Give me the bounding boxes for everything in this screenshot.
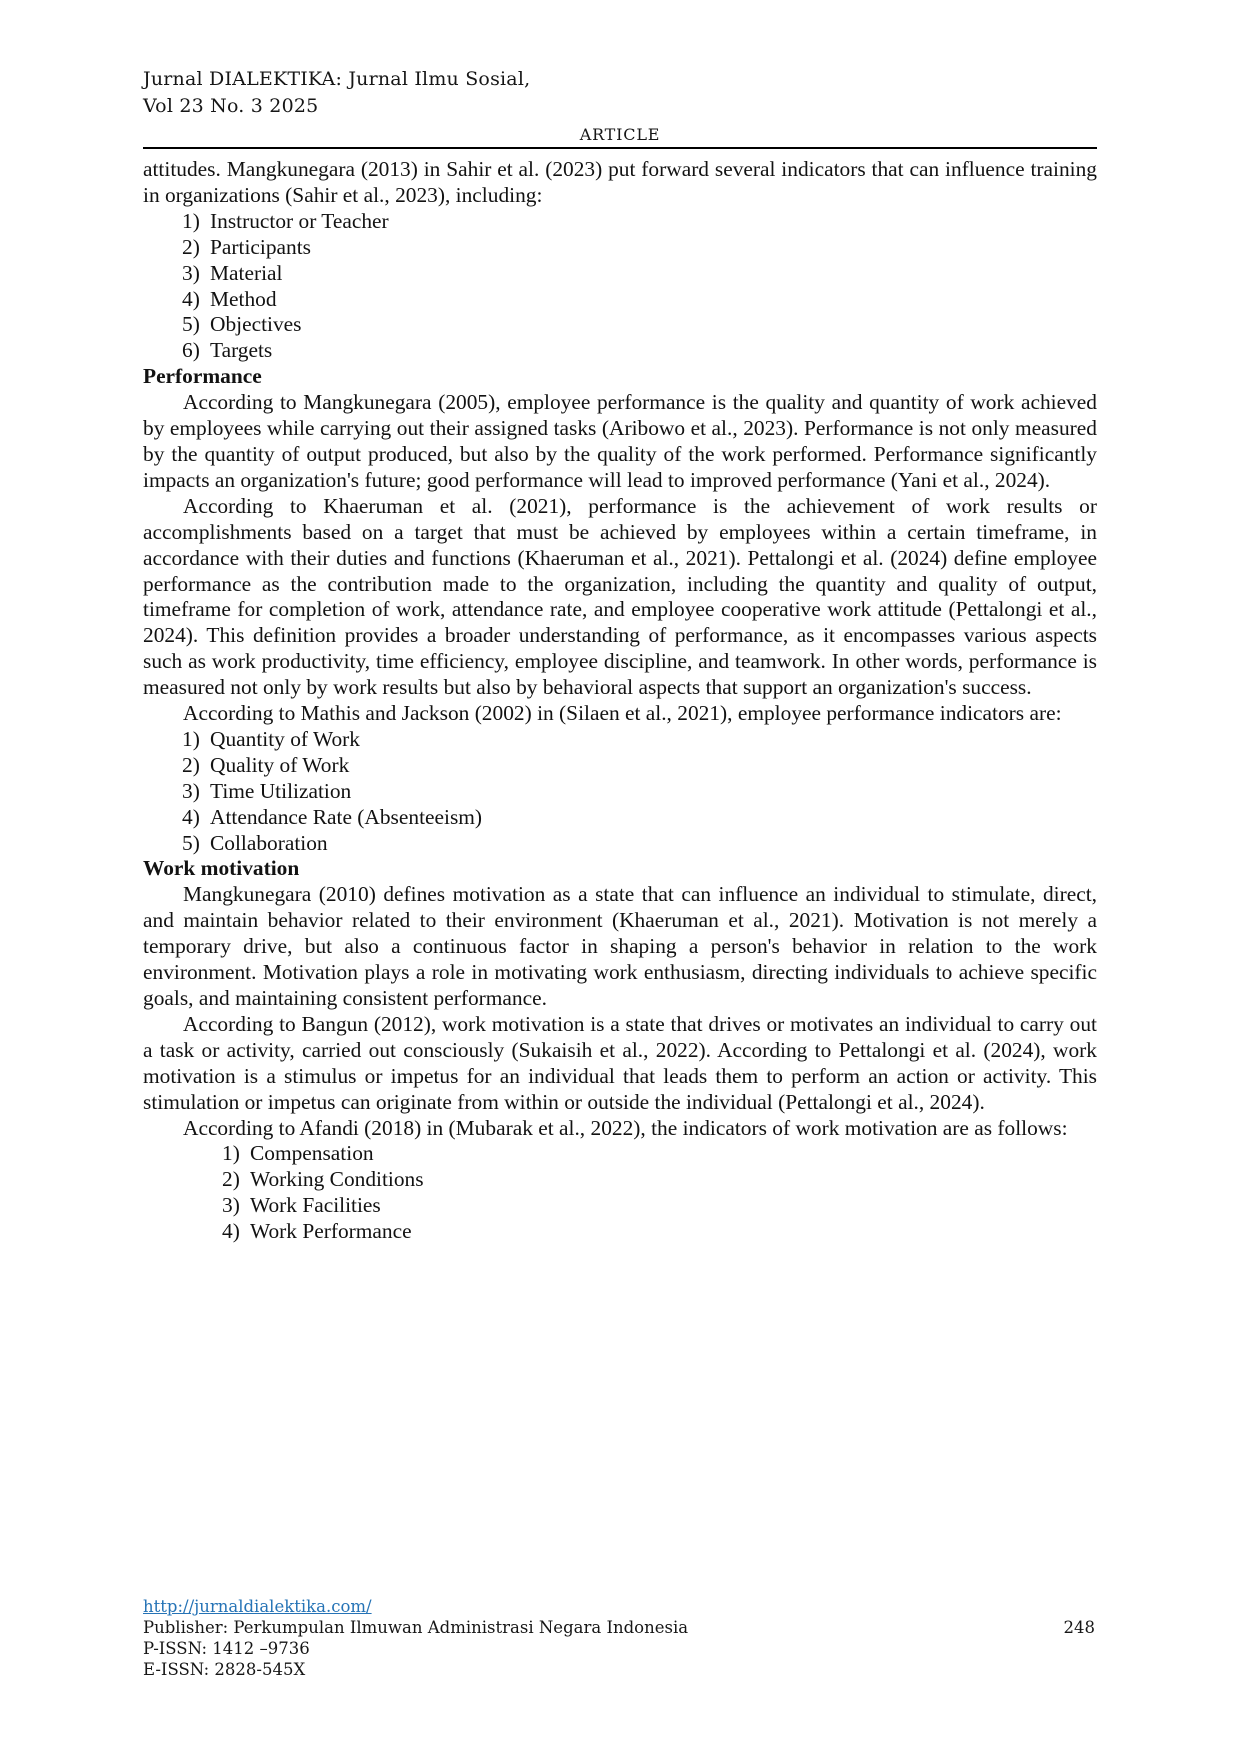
list-item: Material [210,260,283,285]
section-heading: Performance [143,364,262,389]
body-paragraph: Mangkunegara (2010) defines motivation as a state that can influence an individual to stimulate, direct, and maintain behavior related to their environment (Khaeruman et al., 2021). Motivation is not merely a temporary drive, but also a continuous factor in shaping a person's behavior in relation to the work environment. Motivation plays a role in motivating work enthusiasm, directing individuals to achieve specific goals, and maintaining consistent performance. [143,882,1097,1010]
page-footer [143,1596,1097,1680]
list-item: Attendance Rate (Absenteeism) [210,804,483,829]
list-item: Working Conditions [250,1167,424,1192]
list-item: Work Facilities [250,1193,381,1218]
list-item: Objectives [210,312,302,337]
journal-running-head [143,66,530,120]
numbered-list [143,1141,1097,1245]
body-paragraph: According to Mangkunegara (2005), employee performance is the quality and quantity of work achieved by employees while carrying out their assigned tasks (Aribowo et al., 2023). Performance is not only measured by the quantity of output produced, but also by the quality of the work performed. Performance significantly impacts an organization's future; good performance will lead to improved performance (Yani et al., 2024). [143,390,1097,492]
section-heading: Work motivation [143,856,300,881]
journal-title: Jurnal DIALEKTIKA: Jurnal Ilmu Sosial, [143,68,531,90]
list-item: Quality of Work [210,752,350,777]
journal-url-link[interactable]: http://jurnaldialektika.com/ [143,1597,372,1616]
numbered-list [143,209,1097,364]
list-item: Targets [210,338,273,363]
journal-volume: Vol 23 No. 3 2025 [143,95,319,117]
p-issn-text: P-ISSN: 1412 –9736 [143,1639,310,1658]
list-item: Participants [210,234,311,259]
footer-link-row [143,1596,1097,1617]
list-item: Time Utilization [210,778,352,803]
e-issn-text: E-ISSN: 2828-545X [143,1660,306,1679]
body-paragraph: According to Mathis and Jackson (2002) in (Silaen et al., 2021), employee performance indicators are: [183,701,1062,726]
list-item: Compensation [250,1141,374,1166]
publisher-text: Publisher: Perkumpulan Ilmuwan Administrasi Negara Indonesia [143,1618,689,1637]
list-item: Instructor or Teacher [210,208,389,233]
list-item: Quantity of Work [210,726,360,751]
footer-publisher-row [143,1617,1097,1638]
list-item: Collaboration [210,830,328,855]
list-item: Work Performance [250,1219,412,1244]
list-item: Method [210,286,277,311]
body-paragraph: According to Bangun (2012), work motivation is a state that drives or motivates an individual to carry out a task or activity, carried out consciously (Sukaisih et al., 2022). According to Pettalongi et al. (2024), work motivation is a stimulus or impetus for an individual that leads them to perform an action or activity. This stimulation or impetus can originate from within or outside the individual (Pettalongi et al., 2024). [143,1011,1097,1114]
body-paragraph: According to Khaeruman et al. (2021), performance is the achievement of work results or accomplishments based on a target that must be achieved by employees within a certain timeframe, in accordance with their duties and functions (Khaeruman et al., 2021). Pettalongi et al. (2024) define employee performance as the contribution made to the organization, including the quantity and quality of output, timeframe for completion of work, attendance rate, and employee cooperative work attitude (Pettalongi et al., 2024). This definition provides a broader understanding of performance, as it encompasses various aspects such as work productivity, time efficiency, employee discipline, and teamwork. In other words, performance is measured not only by work results but also by behavioral aspects that support an organization's success. [143,493,1097,700]
article-label: ARTICLE [579,125,661,144]
page-number: 248 [1063,1618,1095,1637]
numbered-list [143,727,1097,857]
article-type-banner [143,122,1097,149]
body-paragraph: According to Afandi (2018) in (Mubarak et al., 2022), the indicators of work motivation are as follows: [183,1115,1068,1140]
body-paragraph: attitudes. Mangkunegara (2013) in Sahir et al. (2023) put forward several indicators that can influence training in organizations (Sahir et al., 2023), including: [143,157,1097,207]
body-column [143,157,1097,1245]
